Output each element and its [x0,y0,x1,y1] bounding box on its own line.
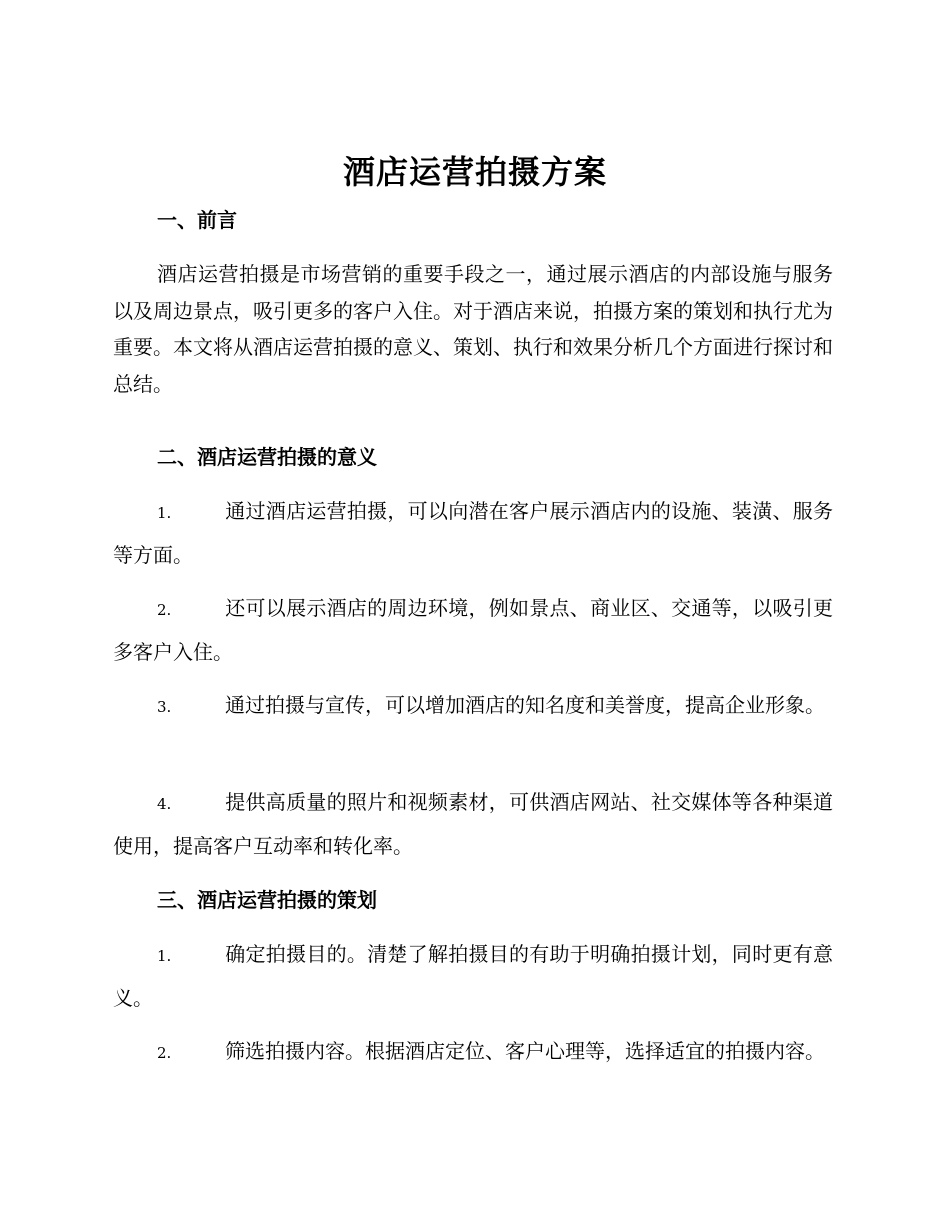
list-item [113,933,833,1019]
list-item-number: 2. [157,1044,172,1062]
list-item-number: 1. [157,504,172,522]
list-item-number: 3. [157,698,172,716]
list-item-number: 2. [157,601,172,619]
list-item [113,684,833,728]
section-heading-significance: 二、酒店运营拍摄的意义 [157,445,377,469]
section-heading-preface: 一、前言 [157,208,237,232]
list-item [113,587,833,673]
list-item-number: 4. [157,795,172,813]
list-item [113,1030,833,1074]
document-title: 酒店运营拍摄方案 [342,153,607,191]
list-item-text: 提供高质量的照片和视频素材，可供酒店网站、社交媒体等各种渠道使用，提高客户互动率和转化率。 [113,790,833,858]
list-item [113,490,833,576]
list-item-text: 还可以展示酒店的周边环境，例如景点、商业区、交通等，以吸引更多客户入住。 [113,596,833,664]
list-item-number: 1. [157,947,172,965]
list-item-text: 筛选拍摄内容。根据酒店定位、客户心理等，选择适宜的拍摄内容。 [225,1039,825,1063]
list-item-text: 确定拍摄目的。清楚了解拍摄目的有助于明确拍摄计划，同时更有意义。 [113,942,833,1010]
section-heading-planning: 三、酒店运营拍摄的策划 [157,888,377,912]
list-item-text: 通过酒店运营拍摄，可以向潜在客户展示酒店内的设施、装潢、服务等方面。 [113,499,833,567]
list-item [113,781,833,867]
list-item-text: 通过拍摄与宣传，可以增加酒店的知名度和美誉度，提高企业形象。 [225,693,825,717]
preface-paragraph: 酒店运营拍摄是市场营销的重要手段之一，通过展示酒店的内部设施与服务以及周边景点，吸引更多的客户入住。对于酒店来说，拍摄方案的策划和执行尤为重要。本文将从酒店运营拍摄的意义、策划、执行和效果分析几个方面进行探讨和总结。 [113,262,833,396]
